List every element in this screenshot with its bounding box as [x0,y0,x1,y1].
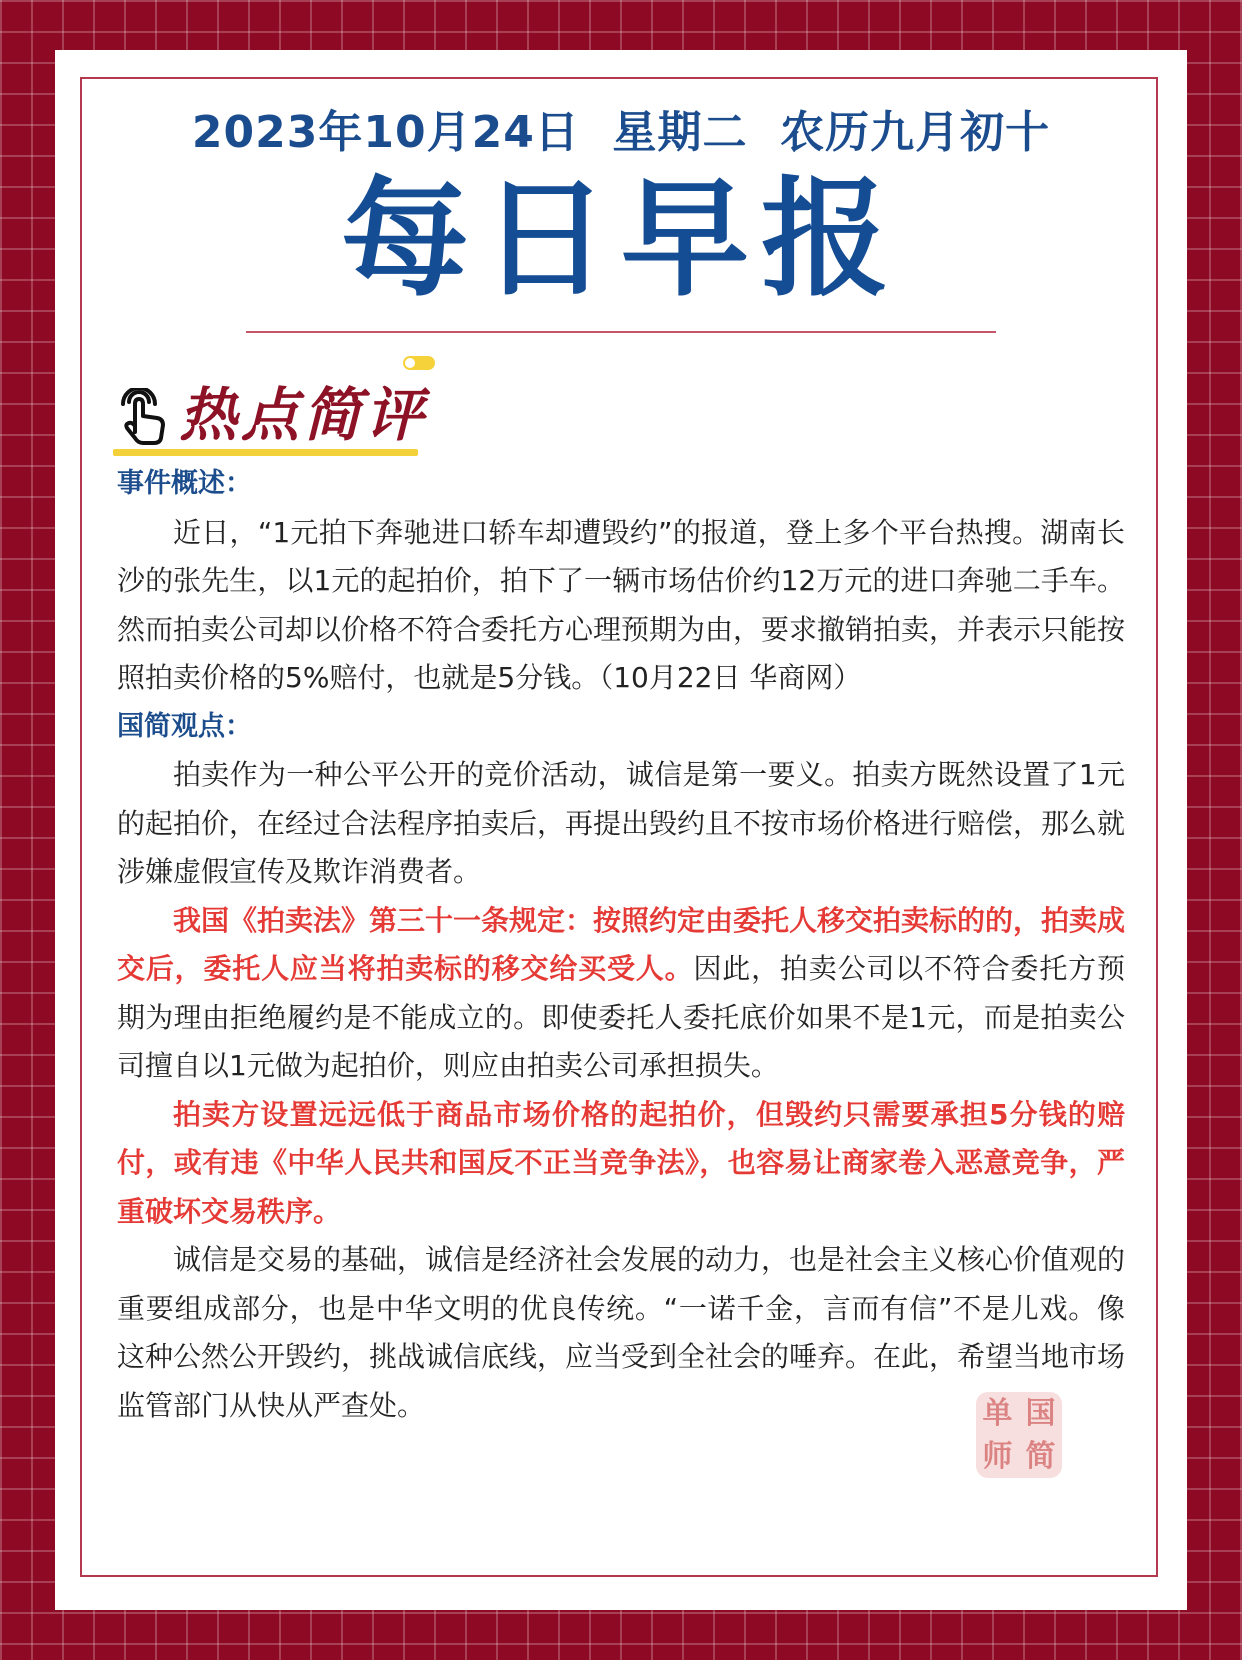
section-title: 热点简评 [179,381,428,449]
seal-char: 单 [982,1396,1013,1431]
opinion-paragraph-3: 拍卖方设置远远低于商品市场价格的起拍价，但毁约只需要承担5分钱的赔付，或有违《中华人民共和国反不正当竞争法》，也容易让商家卷入恶意竞争，严重破坏交易秩序。 [117,1097,1125,1228]
opinion-paragraph-1: 拍卖作为一种公平公开的竞价活动，诚信是第一要义。拍卖方既然设置了1元的起拍价，在经过合法程序拍卖后，再提出毁约且不按市场价格进行赔偿，那么就涉嫌虚假宣传及欺诈消费者。 [117,758,1126,888]
pointing-hand-icon [117,388,171,446]
law-citation: 我国《拍卖法》第三十一条规定：按照约定由委托人移交拍卖标的的，拍卖成交后，委托人应当将拍卖标的移交给买受人。 [117,903,1126,985]
opinion-label: 国简观点： [117,710,252,742]
seal-char: 国 [1025,1396,1056,1431]
seal-stamp [976,1392,1062,1478]
seal-char: 简 [1025,1439,1056,1474]
toggle-decoration-icon [403,356,435,370]
title-divider [246,331,996,333]
summary-paragraph: 近日，“1元拍下奔驰进口轿车却遭毁约”的报道，登上多个平台热搜。湖南长沙的张先生，以1元的起拍价，拍下了一辆市场估价约12万元的进口奔驰二手车。然而拍卖公司却以价格不符合委托方心理预期为由，要求撤销拍卖，并表示只能按照拍卖价格的5%赔付，也就是5分钱。（10月22日 华商网） [117,515,1126,694]
opinion-paragraph-4: 诚信是交易的基础，诚信是经济社会发展的动力，也是社会主义核心价值观的重要组成部分，也是中华文明的优良传统。“一诺千金，言而有信”不是儿戏。像这种公然公开毁约，挑战诚信底线，应当受到全社会的唾弃。在此，希望当地市场监管部门从快从严查处。 [117,1243,1126,1422]
page-title: 每日早报 [340,165,901,314]
report-card [55,50,1187,1610]
toggle-knob [405,358,415,368]
date-line: 2023年10月24日 星期二 农历九月初十 [191,107,1051,158]
section-underline [113,449,418,456]
law-analysis: 因此，拍卖公司以不符合委托方预期为理由拒绝履约是不能成立的。即使委托人委托底价如果不是1元，而是拍卖公司擅自以1元做为起拍价，则应由拍卖公司承担损失。 [117,952,1125,1082]
summary-label: 事件概述： [117,468,252,499]
article-body [117,460,1125,1430]
seal-char: 师 [982,1439,1013,1474]
opinion-paragraph-2 [117,897,1125,1091]
